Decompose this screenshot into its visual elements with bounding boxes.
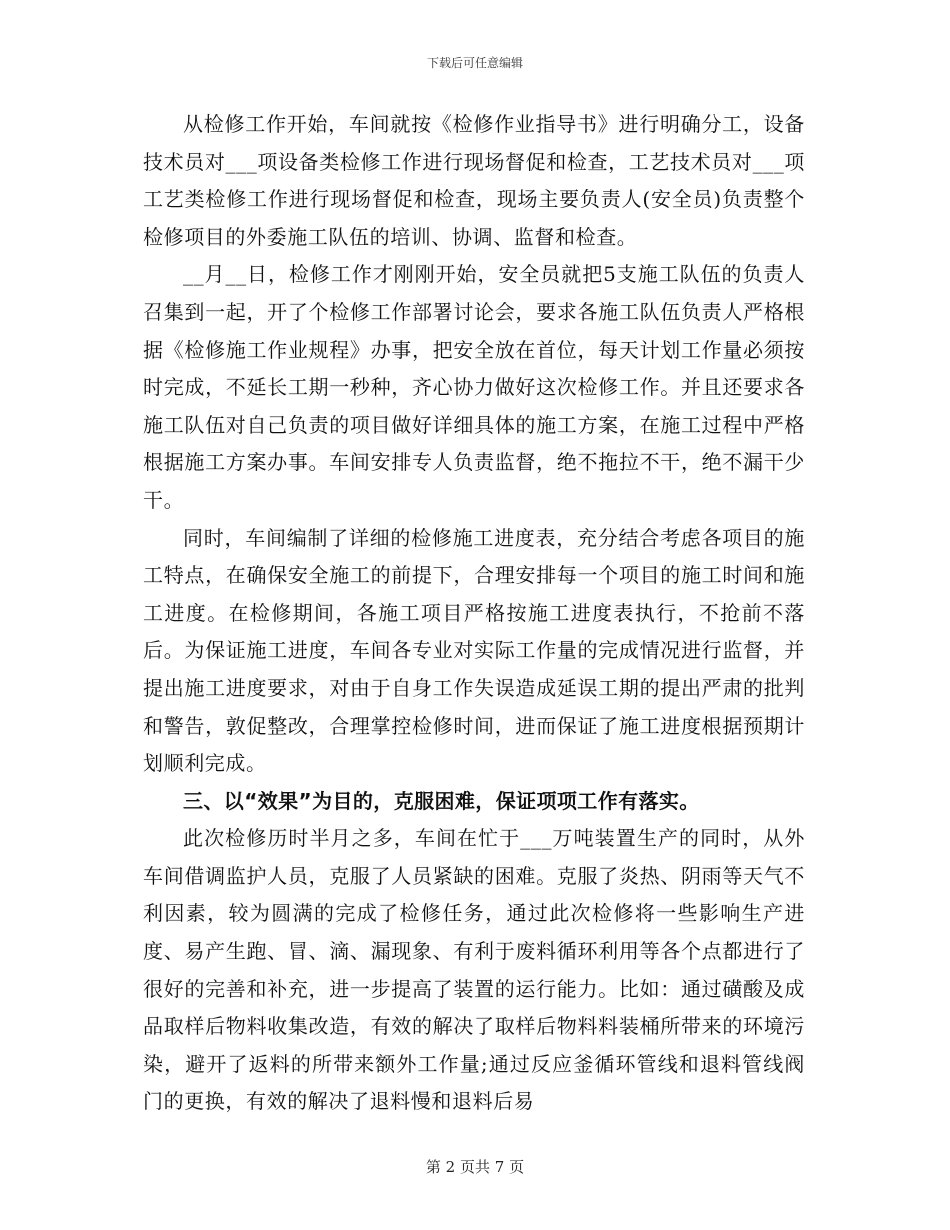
page-number: 第 2 页共 7 页 [425,1158,525,1176]
paragraph-inspection-division: 从检修工作开始，车间就按《检修作业指导书》进行明确分工，设备技术员对___项设备类检修工作进行现场督促和检查，工艺技术员对___项工艺类检修工作进行现场督促和检查，现场主要负责人(安全员)负责整个检修项目的外委施工队伍的培训、协调、监督和检查。 [143,112,805,249]
paragraph-results: 此次检修历时半月之多，车间在忙于___万吨装置生产的同时，从外车间借调监护人员，克服了人员紧缺的困难。克服了炎热、阴雨等天气不利因素，较为圆满的完成了检修任务，通过此次检修将一些影响生产进度、易产生跑、冒、滴、漏现象、有利于废料循环利用等各个点都进行了很好的完善和补充，进一步提高了装置的运行能力。比如：通过磺酸及成品取样后物料收集改造，有效的解决了取样后物料料装桶所带来的环境污染，避开了返料的所带来额外工作量;通过反应釜循环管线和退料管线阀门的更换，有效的解决了退料慢和退料后易 [143,826,805,1114]
paragraph-safety-meeting: __月__日，检修工作才刚刚开始，安全员就把5支施工队伍的负责人召集到一起，开了个检修工作部署讨论会，要求各施工队伍负责人严格根据《检修施工作业规程》办事，把安全放在首位，每天计划工作量必须按时完成，不延长工期一秒种，齐心协力做好这次检修工作。并且还要求各施工队伍对自己负责的项目做好详细具体的施工方案，在施工过程中严格根据施工方案办事。车间安排专人负责监督，绝不拖拉不干，绝不漏干少干。 [143,262,805,512]
page-header-note: 下载后可任意编辑 [426,56,523,70]
paragraph-schedule: 同时，车间编制了详细的检修施工进度表，充分结合考虑各项目的施工特点，在确保安全施工的前提下，合理安排每一个项目的施工时间和施工进度。在检修期间，各施工项目严格按施工进度表执行，不抢前不落后。为保证施工进度，车间各专业对实际工作量的完成情况进行监督，并提出施工进度要求，对由于自身工作失误造成延误工期的提出严肃的批判和警告，敦促整改，合理掌控检修时间，进而保证了施工进度根据预期计划顺利完成。 [143,525,805,776]
section-heading: 三、以“效果”为目的，克服困难，保证项项工作有落实。 [183,788,700,813]
document-body [143,106,805,1121]
